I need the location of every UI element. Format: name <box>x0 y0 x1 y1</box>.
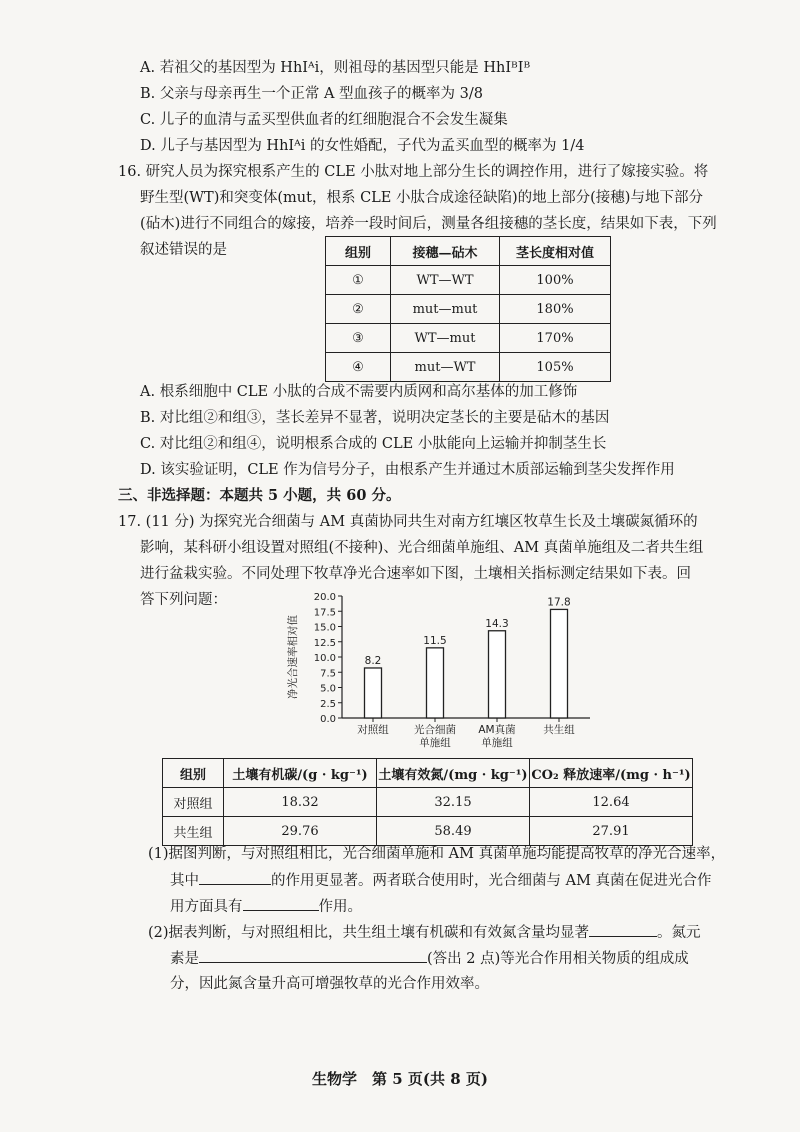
y-tick-label: 2.5 <box>320 698 336 710</box>
bar-value-label: 11.5 <box>423 634 447 647</box>
bar-value-label: 14.3 <box>485 617 509 630</box>
y-tick-label: 7.5 <box>320 668 336 680</box>
q16-option-a: A. 根系细胞中 CLE 小肽的合成不需要内质网和高尔基体的加工修饰 <box>140 384 578 400</box>
bar <box>365 668 382 718</box>
answer-blank[interactable] <box>589 922 657 937</box>
x-tick-label: 共生组 <box>543 724 575 736</box>
table-cell: ③ <box>326 324 391 353</box>
table-header: 组别 <box>163 759 224 788</box>
x-tick-label: 单施组 <box>481 737 513 749</box>
x-tick-label: 光合细菌 <box>414 724 456 736</box>
table-cell: WT—mut <box>391 324 500 353</box>
table-cell: ② <box>326 295 391 324</box>
x-tick-label: AM真菌 <box>478 724 516 736</box>
y-tick-label: 5.0 <box>320 683 336 695</box>
table-row <box>326 353 611 382</box>
q17-part1-line-2 <box>170 870 712 891</box>
q17-part2-line-3: 分，因此氮含量升高可增强牧草的光合作用效率。 <box>170 976 489 992</box>
q17-part1-text: 作用。 <box>318 899 362 915</box>
q17-part2-text: 素是 <box>170 951 199 967</box>
bar <box>427 648 444 718</box>
y-axis-label: 净光合速率相对值 <box>287 615 299 699</box>
y-tick-label: 20.0 <box>313 592 336 603</box>
q17-part2-text: 。氮元 <box>657 925 701 941</box>
bar-value-label: 17.8 <box>547 596 571 609</box>
table-cell: 共生组 <box>163 817 224 846</box>
x-tick-label: 单施组 <box>419 737 451 749</box>
y-tick-label: 0.0 <box>320 714 336 725</box>
q17-stem-line-3: 进行盆栽实验。不同处理下牧草净光合速率如下图，土壤相关指标测定结果如下表。回 <box>140 566 691 582</box>
table-cell: 32.15 <box>377 788 530 817</box>
q17-part2-line-1 <box>148 922 701 943</box>
table-cell: 12.64 <box>530 788 693 817</box>
table-cell: WT—WT <box>391 266 500 295</box>
q17-part2-text: (答出 2 点)等光合作用相关物质的组成成 <box>427 951 689 967</box>
section-heading: 三、非选择题：本题共 5 小题，共 60 分。 <box>118 487 401 504</box>
table-header: CO₂ 释放速率/(mg · h⁻¹) <box>530 759 693 788</box>
table-header: 组别 <box>326 237 391 266</box>
table-cell: 18.32 <box>224 788 377 817</box>
answer-blank[interactable] <box>199 948 427 963</box>
table-row <box>326 295 611 324</box>
q16-stem-line-3: (砧木)进行不同组合的嫁接，培养一段时间后，测量各组接穗的茎长度，结果如下表，下列 <box>140 216 717 232</box>
q17-part2-text: (2)据表判断，与对照组相比，共生组土壤有机碳和有效氮含量均显著 <box>148 925 590 941</box>
answer-blank[interactable] <box>243 896 319 911</box>
q15-option-c: C. 儿子的血清与孟买型供血者的红细胞混合不会发生凝集 <box>140 112 508 128</box>
table-header: 土壤有效氮/(mg · kg⁻¹) <box>377 759 530 788</box>
bar <box>551 609 568 718</box>
table-cell: 对照组 <box>163 788 224 817</box>
table-cell: 100% <box>500 266 611 295</box>
table-cell: mut—mut <box>391 295 500 324</box>
q16-option-d: D. 该实验证明，CLE 作为信号分子，由根系产生并通过木质部运输到茎尖发挥作用 <box>140 462 675 478</box>
q17-part1-text: 用方面具有 <box>170 899 243 915</box>
q17-stem-line-2: 影响，某科研小组设置对照组(不接种)、光合细菌单施组、AM 真菌单施组及二者共生组 <box>140 540 704 556</box>
y-tick-label: 17.5 <box>313 607 336 619</box>
net-photosynthesis-chart <box>280 580 610 752</box>
table-cell: 105% <box>500 353 611 382</box>
table-row <box>163 788 693 817</box>
q16-stem-line-2: 野生型(WT)和突变体(mut，根系 CLE 小肽合成途径缺陷)的地上部分(接穗)与地下部分 <box>140 190 703 206</box>
q17-stem-line-1: 17. (11 分) 为探究光合细菌与 AM 真菌协同共生对南方红壤区牧草生长及土壤碳氮循环的 <box>118 514 698 530</box>
table-cell: 29.76 <box>224 817 377 846</box>
table-cell: 170% <box>500 324 611 353</box>
page-footer: 生物学 第 5 页(共 8 页) <box>312 1070 488 1088</box>
table-row <box>326 266 611 295</box>
q16-stem-line-1: 16. 研究人员为探究根系产生的 CLE 小肽对地上部分生长的调控作用，进行了嫁接实验。将 <box>118 164 709 180</box>
table-header: 土壤有机碳/(g · kg⁻¹) <box>224 759 377 788</box>
q15-option-b: B. 父亲与母亲再生一个正常 A 型血孩子的概率为 3/8 <box>140 86 484 102</box>
table-cell: ① <box>326 266 391 295</box>
table-header-row <box>326 237 611 266</box>
bar-value-label: 8.2 <box>364 654 382 667</box>
table-header: 茎长度相对值 <box>500 237 611 266</box>
q17-part1-text: 的作用更显著。两者联合使用时，光合细菌与 AM 真菌在促进光合作 <box>271 873 712 889</box>
q16-option-c: C. 对比组②和组④，说明根系合成的 CLE 小肽能向上运输并抑制茎生长 <box>140 436 607 452</box>
table-cell: 27.91 <box>530 817 693 846</box>
y-tick-label: 10.0 <box>313 653 336 664</box>
table-row <box>163 817 693 846</box>
q17-part1-line-1: (1)据图判断，与对照组相比，光合细菌单施和 AM 真菌单施均能提高牧草的净光合速率， <box>148 846 726 862</box>
q17-part1-line-3 <box>170 896 362 917</box>
q16-option-b: B. 对比组②和组③，茎长差异不显著，说明决定茎长的主要是砧木的基因 <box>140 410 610 426</box>
q15-option-a: A. 若祖父的基因型为 HhIᴬi，则祖母的基因型只能是 HhIᴮIᴮ <box>140 60 531 76</box>
q17-stem-line-4: 答下列问题： <box>140 592 227 608</box>
table-header: 接穗—砧木 <box>391 237 500 266</box>
q17-part2-line-2 <box>170 948 689 969</box>
soil-index-table <box>162 758 693 846</box>
q17-part1-text: 其中 <box>170 873 199 889</box>
q16-stem-line-4: 叙述错误的是 <box>140 242 227 258</box>
table-cell: 58.49 <box>377 817 530 846</box>
table-cell: 180% <box>500 295 611 324</box>
y-tick-label: 12.5 <box>313 637 336 649</box>
q15-option-d: D. 儿子与基因型为 HhIᴬi 的女性婚配，子代为孟买血型的概率为 1/4 <box>140 138 585 154</box>
table-cell: ④ <box>326 353 391 382</box>
bar <box>489 631 506 718</box>
grafting-table <box>325 236 611 382</box>
answer-blank[interactable] <box>199 870 271 885</box>
table-cell: mut—WT <box>391 353 500 382</box>
table-header-row <box>163 759 693 788</box>
x-tick-label: 对照组 <box>357 724 389 736</box>
y-tick-label: 15.0 <box>313 622 336 634</box>
table-row <box>326 324 611 353</box>
